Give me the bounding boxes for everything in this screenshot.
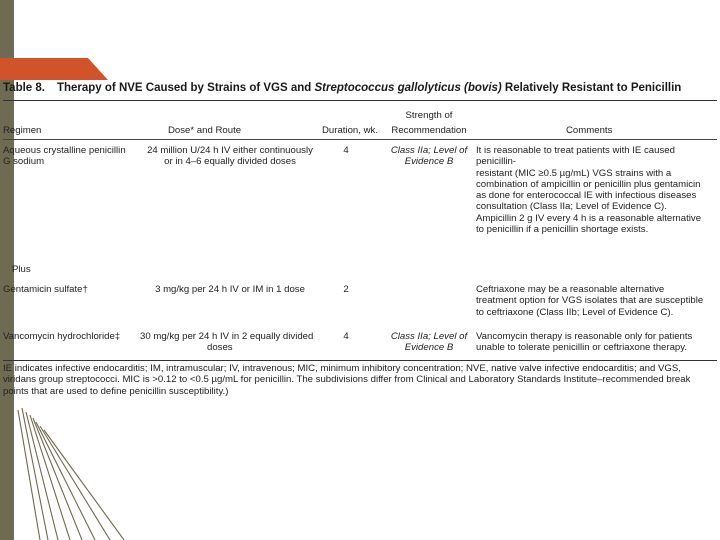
header-strength-line2: Recommendation xyxy=(391,125,467,136)
table-row-gentamicin: Gentamicin sulfate† xyxy=(3,284,88,295)
table-bottom-rule xyxy=(3,360,717,361)
regimen-cell-line2: G sodium xyxy=(3,156,45,168)
table-row-penicillin xyxy=(3,145,126,168)
duration-cell: 2 xyxy=(343,284,349,295)
strength-cell: Class IIa; Level of Evidence B xyxy=(390,145,468,168)
plus-label: Plus xyxy=(12,264,31,275)
dose-cell: 30 mg/kg per 24 h IV in 2 equally divided doses xyxy=(140,331,314,354)
comments-cell: It is reasonable to treat patients with IE caused penicillin- resistant (MIC ≥0.5 µg/mL) VGS strains with a combination of ampicillin or penicillin plus gentamicin as done for enterococcal IE with infectious diseases consultation (Class IIa; Level of Evidence C). Ampicillin 2 g IV every 4 h is a reasonable alternative to penicillin if a penicillin shortage exists. xyxy=(476,145,702,236)
table-slide xyxy=(0,78,720,408)
dose-cell: 3 mg/kg per 24 h IV or IM in 1 dose xyxy=(155,284,305,295)
table-row-vancomycin: Vancomycin hydrochloride‡ xyxy=(3,331,121,342)
header-regimen: Regimen xyxy=(3,125,42,136)
table-title: Table 8. Therapy of NVE Caused by Strains of VGS and Streptococcus gallolyticus (bovis) Relatively Resistant to Penicillin xyxy=(3,82,682,94)
strength-cell: Class IIa; Level of Evidence B xyxy=(390,331,468,354)
table-footnote: IE indicates infective endocarditis; IM, intramuscular; IV, intravenous; MIC, minimum inhibitory concentration; NVE, native valve infective endocarditis; and VGS, viridans group streptococci. MIC is >0.12 to <0.5 µg/mL for penicillin. The subdivisions differ from Clinical and Laboratory Standards Institute–recommended break points that are used to define penicillin susceptibility.) xyxy=(3,363,691,397)
duration-cell: 4 xyxy=(343,331,349,342)
orange-title-tab xyxy=(0,58,108,80)
table-number: Table 8. xyxy=(3,82,45,94)
comments-cell: Vancomycin therapy is reasonable only for patients unable to tolerate penicillin or ceftriaxone therapy. xyxy=(476,331,693,354)
duration-cell: 4 xyxy=(343,145,349,156)
header-comments: Comments xyxy=(566,125,613,136)
header-dose: Dose* and Route xyxy=(168,125,242,136)
title-rule xyxy=(3,100,717,101)
regimen-cell: Aqueous crystalline penicillin xyxy=(3,145,126,156)
header-strength-line1: Strength of xyxy=(405,110,453,121)
header-duration: Duration, wk. xyxy=(322,125,378,136)
header-rule xyxy=(3,139,717,140)
dose-cell: 24 million U/24 h IV either continuously or in 4–6 equally divided doses xyxy=(147,145,313,168)
comments-cell: Ceftriaxone may be a reasonable alternative treatment option for VGS isolates that are susceptible to ceftriaxone (Class IIb; Level of Evidence C). xyxy=(476,284,704,318)
